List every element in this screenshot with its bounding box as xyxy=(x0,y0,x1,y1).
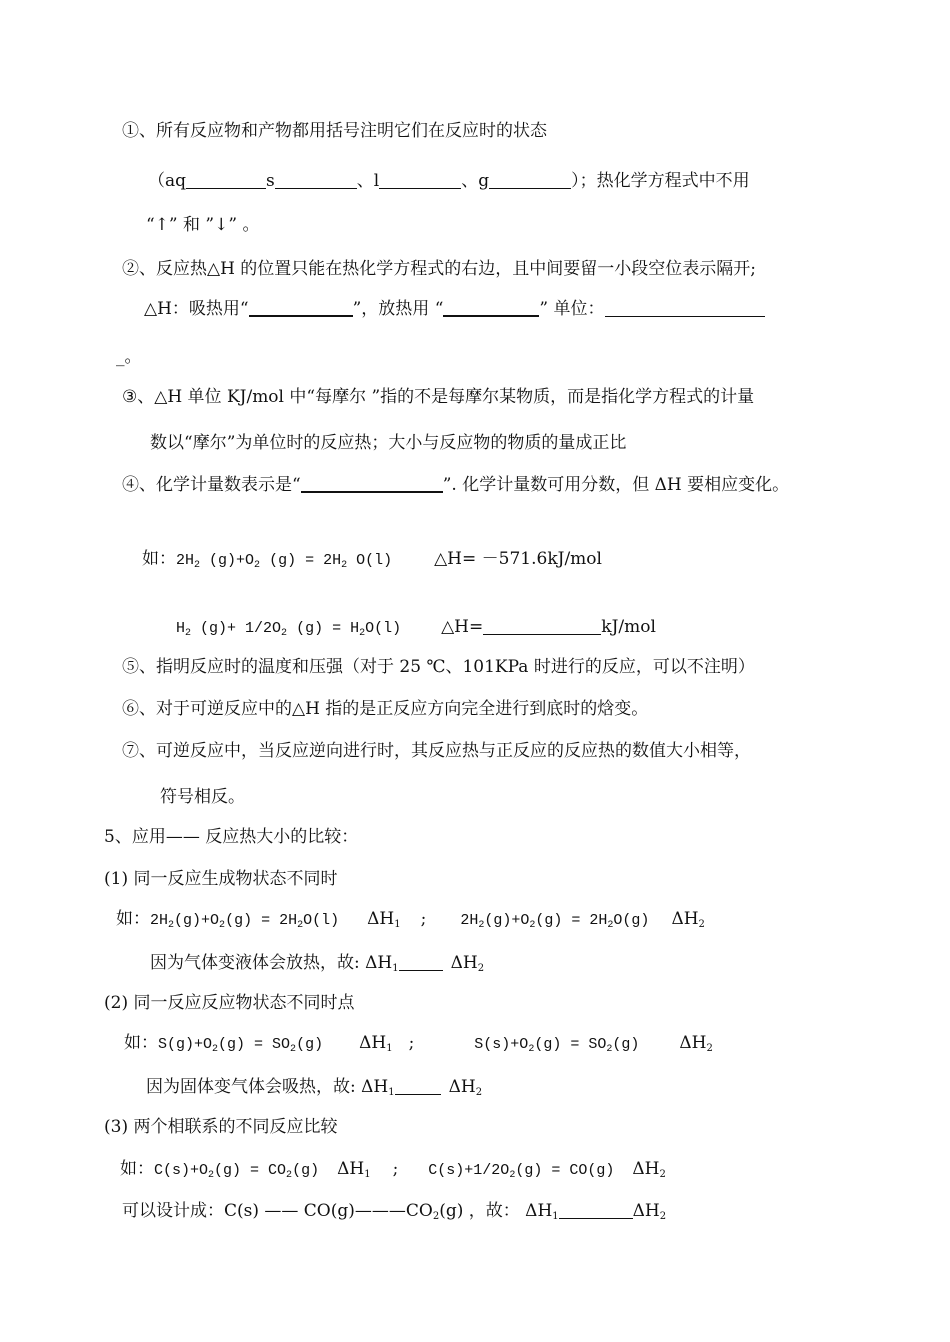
sub-1-compare-blank[interactable] xyxy=(399,954,443,971)
sub-2-reason: 因为固体变气体会吸热，故: $\Delta H_1$ $\Delta H_2$ xyxy=(146,1077,483,1098)
item-1-states xyxy=(148,170,750,192)
states-close: ）；热化学方程式中不用 xyxy=(571,171,750,191)
endothermic-sign-blank[interactable] xyxy=(249,299,353,317)
sub-3-title: (3) 两个相联系的不同反应比较 xyxy=(104,1117,338,1137)
example-label: 如： xyxy=(142,549,176,569)
unit-blank[interactable] xyxy=(605,300,765,317)
example-2-dh: △H= xyxy=(441,617,484,637)
sub-3-example: 如：$C(s)+O_2(g) = CO_2(g)$ $\Delta H_1$ ; $C(s)+1/2O_2(g) = CO(g)$ $\Delta H_2$ xyxy=(120,1159,666,1181)
item-2-dh xyxy=(144,298,765,320)
item-3-cont: 数以“摩尔”为单位时的反应热；大小与反应物的物质的量成正比 xyxy=(150,433,627,453)
example-2-dh-blank[interactable] xyxy=(483,618,601,635)
states-g: 、g xyxy=(461,171,490,191)
example-1-dh: △H= －571.6kJ/mol xyxy=(434,549,602,569)
l-blank[interactable] xyxy=(379,172,461,189)
item-3-text: ③、△H 单位 KJ/mol 中“每摩尔 ”指的不是每摩尔某物质，而是指化学方程式的计量 xyxy=(122,387,755,407)
states-open: （aq xyxy=(148,171,187,191)
item-4-pre: ④、化学计量数表示是“ xyxy=(122,475,301,495)
item-7-text: ⑦、可逆反应中，当反应逆向进行时，其反应热与正反应的反应热的数值大小相等， xyxy=(122,741,751,761)
example-2-unit: kJ/mol xyxy=(601,617,656,637)
states-s: s xyxy=(266,171,275,191)
sub-2-title: (2) 同一反应反应物状态不同时点 xyxy=(104,993,355,1013)
item-6-text: ⑥、对于可逆反应中的△H 指的是正反应方向完全进行到底时的焓变。 xyxy=(122,699,649,719)
sub-2-compare-blank[interactable] xyxy=(395,1078,441,1095)
item-7-cont: 符号相反。 xyxy=(160,787,245,807)
sub-1-example: 如：$2H_2(g)+O_2(g) = 2H_2O(l)$ $\Delta H_1$ ; $2H_2(g)+O_2(g) = 2H_2O(g)$ $\Delta H_2$ xyxy=(116,909,705,931)
states-l: 、l xyxy=(356,171,380,191)
example-equation-1: 如：$2H_2$ $(g)+O_2$ $(g) = 2H_2$ O(l) △H= －571.6kJ/mol xyxy=(142,549,602,571)
dh-endothermic-label: △H：吸热用“ xyxy=(144,299,249,319)
item-2-tail: _。 xyxy=(116,347,142,367)
item-4-post: ”. 化学计量数可用分数，但 ΔH 要相应变化。 xyxy=(442,475,790,495)
sub-3-compare-blank[interactable] xyxy=(559,1202,633,1219)
dh-exothermic-label: ”，放热用 “ xyxy=(352,299,444,319)
sub-1-title: (1) 同一反应生成物状态不同时 xyxy=(104,869,338,889)
example-equation-2: $H_2$ $(g)+ 1/2O_2$ $(g) = H_2O(l)$ △H= kJ/mol xyxy=(176,617,656,639)
coefficient-meaning-blank[interactable] xyxy=(301,475,443,493)
s-blank[interactable] xyxy=(275,172,357,189)
sub-2-example: 如：$S(g)+O_2(g) = SO_2(g)$ $\Delta H_1$ ; $S(s)+O_2(g) = SO_2(g)$ $\Delta H_2$ xyxy=(124,1033,713,1055)
aq-blank[interactable] xyxy=(186,172,266,189)
g-blank[interactable] xyxy=(489,172,571,189)
dh-unit-label: ” 单位： xyxy=(539,299,605,319)
section-5-title: 5、应用—— 反应热大小的比较： xyxy=(104,827,359,847)
item-5-text: ⑤、指明反应时的温度和压强（对于 25 ℃、101KPa 时进行的反应，可以不注明） xyxy=(122,657,755,677)
item-2-text: ②、反应热△H 的位置只能在热化学方程式的右边，且中间要留一小段空位表示隔开; xyxy=(122,259,757,279)
sub-3-design: 可以设计成：C(s) —— $CO(g)———CO_2(g)$ ，故： $\Delta H_1$ $\Delta H_2$ xyxy=(122,1201,667,1222)
item-1-arrows: “↑” 和 ”↓” 。 xyxy=(146,215,260,235)
exothermic-sign-blank[interactable] xyxy=(443,299,539,317)
item-1-text: ①、所有反应物和产物都用括号注明它们在反应时的状态 xyxy=(122,121,547,141)
sub-1-reason: 因为气体变液体会放热，故: $\Delta H_1$ $\Delta H_2$ xyxy=(150,953,485,974)
item-4-text xyxy=(122,474,789,496)
